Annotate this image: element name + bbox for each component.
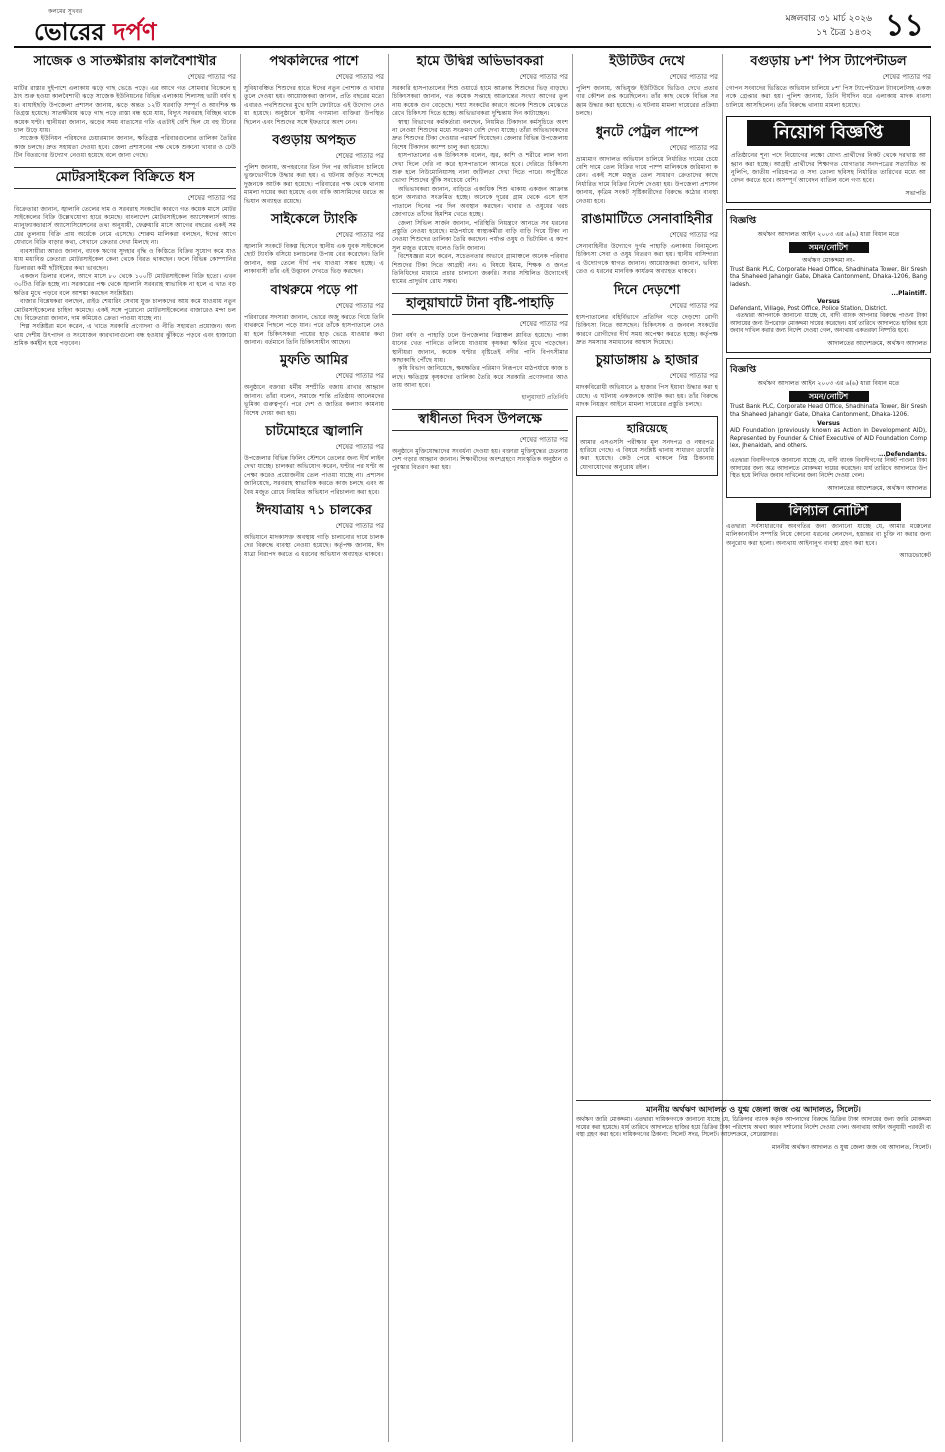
story-rangamati-army: রাঙামাটিতে সেনাবাহিনীর শেষের পাতার পর সেনাবাহিনীর উদ্যোগে দুর্গম পাহাড়ি এলাকায় বিনামূল্যে চিকিৎসা সেবা ও ওষুধ বিতরণ করা হয়। স্থানীয় বাসিন্দারা এ উদ্যোগকে স্বাগত জানান। আয়োজকরা জানান, ভবিষ্যতেও এ ধরনের মানবিক কার্যক্রম অব্যাহত থাকবে। [576,212,718,276]
story-street-children: পথকলিদের পাশে শেষের পাতার পর সুবিধাবঞ্চিত শিশুদের হাতে ঈদের নতুন পোশাক ও খাবার তুলে দেওয়া হয়। আয়োজকরা জানান, প্রতি বছরের মতো এবারও পথশিশুদের মুখে হাসি ফোটাতে এই উদ্যোগ নেওয়া হয়েছে। অনুষ্ঠানে স্থানীয় গণ্যমান্য ব্যক্তিরা উপস্থিত ছিলেন এবং শিশুদের সঙ্গে ইফতারে অংশ নেন। [244,54,384,126]
story-chuadanga-yaba: চুয়াডাঙ্গায় ৯ হাজার শেষের পাতার পর মাদকবিরোধী অভিযানে ৯ হাজার পিস ইয়াবা উদ্ধার করা হয়েছে। এ ঘটনায় একজনকে আটক করা হয়। তাঁর বিরুদ্ধে মাদক নিয়ন্ত্রণ আইনে মামলা দায়েরের প্রস্তুতি চলছে। [576,353,718,409]
legal-notice: লিগ্যাল নোটিশ এতদ্বারা সর্বসাধারণের অবগতির জন্য জানানো যাচ্ছে যে, আমার মক্কেলের মালিকানাধীন সম্পত্তি নিয়ে কোনো ধরনের লেনদেন, হস্তান্তর বা চুক্তি না করার জন্য অনুরোধ করা হলো। অন্যথায় আইনানুগ ব্যবস্থা গ্রহণ করা হবে। অ্যাডভোকেট [726,503,931,559]
recruitment-title: নিয়োগ বিজ্ঞপ্তি [747,120,910,146]
column-3 [392,54,568,1442]
story-eid-drivers: ঈদযাত্রায় ৭১ চালকের শেষের পাতার পর অভিযানে মাদকাসক্ত অবস্থায় গাড়ি চালানোর দায়ে চালকদের বিরুদ্ধে ব্যবস্থা নেওয়া হয়েছে। কর্তৃপক্ষ জানায়, ঈদযাত্রা নিরাপদ করতে এ ধরনের অভিযান অব্যাহত থাকবে। [244,502,384,558]
story-bicycle-tank: সাইকেলে ট্যাংকি শেষের পাতার পর জ্বালানি সংকটে বিকল্প হিসেবে স্থানীয় এক যুবক সাইকেলে ছোট ট্যাংকি বসিয়ে চলাচলের উপায় বের করেছেন। তিনি জানান, অল্প তেলে দীর্ঘ পথ যাওয়া সম্ভব হচ্ছে। এলাকাবাসী তাঁর এই উদ্ভাবন দেখতে ভিড় করছেন। [244,212,384,276]
court-notice-2: বিজ্ঞপ্তি অর্থঋণ আদালত আইন ২০০৩ এর ৬(৬) ধারা বিধান মতে সমন/নোটিশ Trust Bank PLC, Corporate Head Office, Shadhinata Tower, Bir Sreshtha Shaheed Jahangir Gate, Dhaka Cantonment, Dhaka-1206. Versus AID Foundation (previously known as Action in Development AID), Represented by Founder & Chief Executive of AID Foundation Complex, Jhenaidah, and others. ...Defendants. এতদ্বারা বিবাদীগণকে জানানো যাচ্ছে যে, বাদী ব্যাংক বিবাদীগণের নিকট পাওনা টাকা আদায়ের জন্য অত্র আদালতে মোকদ্দমা দায়ের করেছেন। ধার্য তারিখে আদালতে উপস্থিত হয়ে লিখিত জবাব দাখিলের জন্য নির্দেশ দেওয়া গেল। আদালতের আদেশক্রমে, অর্থঋণ আদালত [726,358,931,498]
story-independence-day: স্বাধীনতা দিবস উপলক্ষে শেষের পাতার পর অনুষ্ঠানে মুক্তিযোদ্ধাদের সংবর্ধনা দেওয়া হয়। বক্তারা মুক্তিযুদ্ধের চেতনায় দেশ গড়ার আহ্বান জানান। শিক্ষার্থীদের অংশগ্রহণে সাংস্কৃতিক অনুষ্ঠান ও পুরস্কার বিতরণ করা হয়। [392,409,568,473]
court-notice-1: বিজ্ঞপ্তি অর্থঋণ আদালত আইন ২০০৩ এর ৬(৬) ধারা বিধান মতে সমন/নোটিশ অর্থঋণ মোকদ্দমা নং- Trust Bank PLC, Corporate Head Office, Shadhinata Tower, Bir Sreshtha Shaheed Jahangir Gate, Dhaka Cantonment, Dhaka-1206, Bangladesh. ...Plaintiff. Versus Defendant, Village, Post Office, Police Station, District. এতদ্বারা আপনাকে জানানো যাচ্ছে যে, বাদী ব্যাংক আপনার বিরুদ্ধে পাওনা টাকা আদায়ের জন্য উপরোক্ত মোকদ্দমা দায়ের করেছেন। ধার্য তারিখে আদালতে হাজির হয়ে জবাব দাখিল করার জন্য নির্দেশ দেওয়া গেল, অন্যথায় একতরফা নিষ্পত্তি হবে। আদালতের আদেশক্রমে, অর্থঋণ আদালত [726,209,931,353]
logo-text: ভোরের দর্পণ [34,17,157,46]
story-motorcycle-sales: মোটরসাইকেল বিক্রিতে ধস শেষের পাতার পর বিক্রেতারা জানান, জ্বালানি তেলের দাম ও সরবরাহ সংকটের কারণে গত কয়েক মাসে মোটরসাইকেলের বিক্রি উল্লেখযোগ্য হারে কমেছে। বাংলাদেশ মোটরসাইকেল অ্যাসেম্বলার্স অ্যান্ড ম্যানুফ্যাকচারার্স অ্যাসোসিয়েশনের তথ্য অনুযায়ী, ফেব্রুয়ারি মাসে আগের বছরের একই সময়ের তুলনায় বিক্রি প্রায় অর্ধেকে নেমে এসেছে। শোরুম মালিকরা বলছেন, ঈদের আগে যেখানে বিক্রি বাড়ার কথা, সেখানে ক্রেতার দেখা মিলছে না। ব্যবসায়ীরা আরও জানান, ব্যাংক ঋণের সুদহার বৃদ্ধি ও কিস্তিতে বিক্রির সুযোগ কমে যাওয়ায় মধ্যবিত্ত ক্রেতারা মোটরসাইকেল কেনা থেকে বিরত থাকছেন। ফলে বিভিন্ন কোম্পানির ডিলাররা কর্মী ছাঁটাইয়ের কথা ভাবছেন। একজন ডিলার বলেন, আগে মাসে ৮০ থেকে ১০০টি মোটরসাইকেল বিক্রি হতো। এখন ৩০টিও বিক্রি হচ্ছে না। সরকারের পক্ষ থেকে জ্বালানি সরবরাহ স্বাভাবিক না হলে এ খাত বড় ক্ষতির মুখে পড়বে বলে আশঙ্কা করছেন সংশ্লিষ্টরা। বাজার বিশ্লেষকরা বলছেন, রাইড শেয়ারিং সেবায় যুক্ত চালকদের আয় কমে যাওয়ায় নতুন মোটরসাইকেলের চাহিদা কমেছে। একই সঙ্গে পুরোনো মোটরসাইকেলের বাজারেও মন্দা চলছে। বিক্রেতারা জানান, দাম কমিয়েও ক্রেতা পাওয়া যাচ্ছে না। শিল্প সংশ্লিষ্টরা মনে করেন, এ খাতে সরকারি প্রণোদনা ও নীতি সহায়তা প্রয়োজন। অন্যথায় দেশীয় উৎপাদন ও সংযোজন কারখানাগুলো বন্ধ হওয়ার ঝুঁকিতে পড়বে এবং হাজারো শ্রমিক কর্মহীন হয়ে পড়বেন। [14,167,236,349]
recruitment-notice: নিয়োগ বিজ্ঞপ্তি প্রতিষ্ঠানের শূন্য পদে নিয়োগের লক্ষ্যে যোগ্য প্রার্থীদের নিকট থেকে দরখাস্ত আহ্বান করা হচ্ছে। আগ্রহী প্রার্থীদের শিক্ষাগত যোগ্যতার সনদপত্রের সত্যায়িত অনুলিপি, জাতীয় পরিচয়পত্র ও সদ্য তোলা ছবিসহ নির্ধারিত তারিখের মধ্যে আবেদন করতে হবে। অসম্পূর্ণ আবেদন বাতিল বলে গণ্য হবে। সভাপতি [726,116,931,203]
logo-tagline: কলমের সুখবর [48,8,83,15]
story-continued-label: শেষের পাতার পর [187,193,236,202]
page-number: ১১ [885,8,924,43]
story-headline: মোটরসাইকেল বিক্রিতে ধস [14,167,236,189]
byline: হালুয়াঘাট প্রতিনিধি [521,393,568,401]
column-2 [244,54,384,1442]
story-bogura-tapentadol: বগুড়ায় ৮শ' পিস ট্যাপেন্টাডল শেষের পাতার পর গোপন সংবাদের ভিত্তিতে অভিযান চালিয়ে ৮শ' পিস ট্যাপেন্টাডল ট্যাবলেটসহ একজনকে গ্রেপ্তার করা হয়। পুলিশ জানায়, তিনি দীর্ঘদিন ধরে এলাকায় মাদক ব্যবসা চালিয়ে আসছিলেন। তাঁর বিরুদ্ধে থানায় মামলা হয়েছে। [726,54,931,109]
story-sajek-storm: সাজেক ও সাতক্ষীরায় কালবৈশাখীর শেষের পাতার পর মাটির রাস্তার দুইপাশে এলাকায় ঝড়ে গাছ ভেঙে পড়ে। এর আগে গত সোমবার বিকেলে হঠাৎ শুরু হওয়া কালবৈশাখী ঝড়ে সাজেক ইউনিয়নের বিভিন্ন এলাকায় শিলাসহ ভারী বর্ষণ হয়। বাঘাইছড়ি উপজেলা প্রশাসন জানায়, ঝড়ে অন্তত ১২টি ঘরবাড়ি সম্পূর্ণ ও আংশিক ক্ষতিগ্রস্ত হয়েছে। সাতক্ষীরায় ঝড়ে গাছ পড়ে রাস্তা বন্ধ হয়ে যায়, বিদ্যুৎ সরবরাহ বিচ্ছিন্ন থাকে কয়েক ঘণ্টা। স্থানীয়রা জানান, ঝড়ের সময় বাতাসের গতি এতটাই বেশি ছিল যে বহু টিনের চাল উড়ে যায়। সাজেক ইউনিয়ন পরিষদের চেয়ারম্যান জানান, ক্ষতিগ্রস্ত পরিবারগুলোর তালিকা তৈরির কাজ চলছে। দ্রুত সহায়তা দেওয়া হবে। জেলা প্রশাসনের পক্ষ থেকে শুকনো খাবার ও ঢেউটিন বিতরণের উদ্যোগ নেওয়া হয়েছে বলে জানা গেছে। [14,54,236,160]
story-haluaghat-rain: হালুয়াঘাটে টানা বৃষ্টি-পাহাড়ি শেষের পাতার পর টানা বর্ষণ ও পাহাড়ি ঢলে উপজেলার নিম্নাঞ্চল প্লাবিত হয়েছে। পাকা ধানের খেত পানিতে তলিয়ে যাওয়ায় কৃষকরা ক্ষতির মুখে পড়েছেন। স্থানীয়রা জানান, কয়েক ঘণ্টার বৃষ্টিতেই নদীর পানি বিপৎসীমার কাছাকাছি পৌঁছে যায়। কৃষি বিভাগ জানিয়েছে, ক্ষয়ক্ষতির পরিমাণ নিরূপণে মাঠপর্যায়ে কাজ চলছে। ক্ষতিগ্রস্ত কৃষকদের তালিকা তৈরি করে সরকারি প্রণোদনার আওতায় আনা হবে। হালুয়াঘাট প্রতিনিধি [392,293,568,403]
bottom-court-notice: মাননীয় অর্থঋণ আদালত ও যুগ্ম জেলা জজ ৩য় আদালত, সিলেট। অর্থঋণ জারি মোকদ্দমা। এতদ্বারা দায়িকগণকে জানানো যাচ্ছে যে, ডিক্রিদার ব্যাংক কর্তৃক আপনাদের বিরুদ্ধে ডিক্রির টাকা আদায়ের জন্য জারি মোকদ্দমা দায়ের করা হয়েছে। ধার্য তারিখে আদালতে হাজির হয়ে ডিক্রির টাকা পরিশোধ অথবা কারণ দর্শানোর নির্দেশ দেওয়া গেল। অন্যথায় আইন অনুযায়ী পরবর্তী ব্যবস্থা গ্রহণ করা হবে। দায়িকগণের ঠিকানা: সিলেট সদর, সিলেট। আদেশক্রমে, সেরেস্তাদার। মাননীয় অর্থঋণ আদালত ও যুগ্ম জেলা জজ ৩য় আদালত, সিলেট। [576,1100,931,1153]
story-bathroom-fall: বাথরুমে পড়ে পা শেষের পাতার পর পরিবারের সদস্যরা জানান, ভোরে অজু করতে গিয়ে তিনি বাথরুমে পিছলে পড়ে যান। পরে তাঁকে হাসপাতালে নেওয়া হলে চিকিৎসকরা পায়ের হাড় ভেঙে যাওয়ার কথা জানান। বর্তমানে তিনি চিকিৎসাধীন আছেন। [244,282,384,346]
story-dhunat-petrol: ধুনটে পেট্রল পাম্পে শেষের পাতার পর ভ্রাম্যমাণ আদালত অভিযান চালিয়ে নির্ধারিত দামের চেয়ে বেশি দামে তেল বিক্রির দায়ে পাম্প মালিককে জরিমানা করেন। একই সঙ্গে মজুত তেল সাধারণ ক্রেতাদের কাছে নির্ধারিত দামে বিক্রির নির্দেশ দেওয়া হয়। উপজেলা প্রশাসন জানায়, কৃত্রিম সংকট সৃষ্টিকারীদের বিরুদ্ধে কঠোর ব্যবস্থা নেওয়া হবে। [576,124,718,205]
issue-date: মঙ্গলবার ৩১ মার্চ ২০২৬ ১৭ চৈত্র ১৪৩২ [785,14,872,38]
story-chatmohar-fuel: চাটমোহরে জ্বালানি শেষের পাতার পর উপজেলার বিভিন্ন ফিলিং স্টেশনে তেলের জন্য দীর্ঘ লাইন দেখা যাচ্ছে। চালকরা অভিযোগ করেন, ঘণ্টার পর ঘণ্টা অপেক্ষা করেও প্রয়োজনীয় তেল পাওয়া যাচ্ছে না। প্রশাসন জানিয়েছে, সরবরাহ স্বাভাবিক করতে কাজ চলছে এবং অবৈধ মজুত রোধে নিয়মিত অভিযান পরিচালনা করা হবে। [244,423,384,496]
newspaper-logo [34,6,184,46]
story-continued-label: শেষের পাতার পর [187,73,236,81]
story-measles: হামে উদ্বিগ্ন অভিভাবকরা শেষের পাতার পর সরকারি হাসপাতালের শিশু ওয়ার্ডে হামে আক্রান্ত শিশুদের ভিড় বাড়ছে। চিকিৎসকরা জানান, গত কয়েক সপ্তাহে আক্রান্তের সংখ্যা আগের তুলনায় কয়েক গুণ বেড়েছে। শয্যা সংকটের কারণে অনেক শিশুকে মেঝেতে রেখে চিকিৎসা দিতে হচ্ছে। অভিভাবকরা দুশ্চিন্তায় দিন কাটাচ্ছেন। স্বাস্থ্য বিভাগের কর্মকর্তারা বলছেন, নিয়মিত টিকাদান কর্মসূচিতে অংশ না নেওয়া শিশুদের মধ্যে সংক্রমণ বেশি দেখা যাচ্ছে। তাঁরা অভিভাবকদের দ্রুত শিশুদের টিকা দেওয়ার পরামর্শ দিয়েছেন। জেলার বিভিন্ন উপজেলায় বিশেষ টিকাদান ক্যাম্প চালু করা হয়েছে। হাসপাতালের এক চিকিৎসক বলেন, জ্বর, কাশি ও শরীরে লাল দানা দেখা দিলে দেরি না করে হাসপাতালে আনতে হবে। দেরিতে চিকিৎসা শুরু হলে নিউমোনিয়াসহ নানা জটিলতা দেখা দিতে পারে। অপুষ্টিতে ভোগা শিশুদের ঝুঁকি সবচেয়ে বেশি। অভিভাবকরা জানান, বাড়িতে একাধিক শিশু থাকায় একজন আক্রান্ত হলে অন্যরাও সংক্রমিত হচ্ছে। অনেকে দূরের গ্রাম থেকে এসে হাসপাতালে দিনের পর দিন অবস্থান করছেন। খাবার ও ওষুধের খরচ জোগাতে তাঁদের হিমশিম খেতে হচ্ছে। জেলা সিভিল সার্জন জানান, পরিস্থিতি নিয়ন্ত্রণে আনতে সব ধরনের প্রস্তুতি নেওয়া হয়েছে। মাঠপর্যায়ে স্বাস্থ্যকর্মীরা বাড়ি বাড়ি গিয়ে টিকা না নেওয়া শিশুদের তালিকা তৈরি করছেন। পর্যাপ্ত ওষুধ ও ভিটামিন এ ক্যাপসুল মজুত রয়েছে বলেও তিনি জানান। বিশেষজ্ঞরা মনে করেন, সচেতনতার অভাবে গ্রামাঞ্চলে অনেক পরিবার শিশুদের টিকা দিতে আগ্রহী নন। এ বিষয়ে ইমাম, শিক্ষক ও জনপ্রতিনিধিদের মাধ্যমে প্রচার চালানো জরুরি। সবার সম্মিলিত উদ্যোগেই হামের প্রাদুর্ভাব রোধ সম্ভব। [392,54,568,286]
story-headline: সাজেক ও সাতক্ষীরায় কালবৈশাখীর [33,54,217,69]
column-1 [14,54,236,1442]
masthead [14,6,931,48]
story-bogura-abduction: বগুড়ায় অপহৃত শেষের পাতার পর পুলিশ জানায়, অপহরণের তিন দিন পর অভিযান চালিয়ে ভুক্তভোগীকে উদ্ধার করা হয়। এ ঘটনায় জড়িত সন্দেহে দুজনকে আটক করা হয়েছে। পরিবারের পক্ষ থেকে থানায় মামলা দায়ের করা হয়েছে এবং বাকি আসামিদের ধরতে অভিযান অব্যাহত রয়েছে। [244,133,384,205]
story-daily-patients: দিনে দেড়শো শেষের পাতার পর হাসপাতালের বহির্বিভাগে প্রতিদিন গড়ে দেড়শো রোগী চিকিৎসা নিতে আসছেন। চিকিৎসক ও জনবল সংকটের কারণে রোগীদের দীর্ঘ সময় অপেক্ষা করতে হচ্ছে। কর্তৃপক্ষ দ্রুত সমস্যার সমাধানের আশ্বাস দিয়েছে। [576,282,718,346]
story-youtube: ইউটিউব দেখে শেষের পাতার পর পুলিশ জানায়, অভিযুক্ত ইউটিউবে ভিডিও দেখে প্রতারণার কৌশল রপ্ত করেছিলেন। তাঁর কাছ থেকে বিভিন্ন সরঞ্জাম উদ্ধার করা হয়েছে। এ ঘটনায় মামলা দায়েরের প্রক্রিয়া চলছে। [576,54,718,118]
lost-notice: হারিয়েছে আমার এসএসসি পরীক্ষার মূল সনদপত্র ও নম্বরপত্র হারিয়ে গেছে। এ বিষয়ে সংশ্লিষ্ট থানায় সাধারণ ডায়েরি করা হয়েছে। কেউ পেয়ে থাকলে নিম্ন ঠিকানায় যোগাযোগের অনুরোধ রইল। [576,416,718,477]
column-5 [726,54,931,1094]
story-mufti-amir: মুফতি আমির শেষের পাতার পর অনুষ্ঠানে বক্তারা ধর্মীয় সম্প্রীতি বজায় রাখার আহ্বান জানান। তাঁরা বলেন, সমাজে শান্তি প্রতিষ্ঠায় আলেমদের ভূমিকা গুরুত্বপূর্ণ। পরে দেশ ও জাতির কল্যাণ কামনায় বিশেষ দোয়া করা হয়। [244,353,384,417]
column-4 [576,54,718,1094]
